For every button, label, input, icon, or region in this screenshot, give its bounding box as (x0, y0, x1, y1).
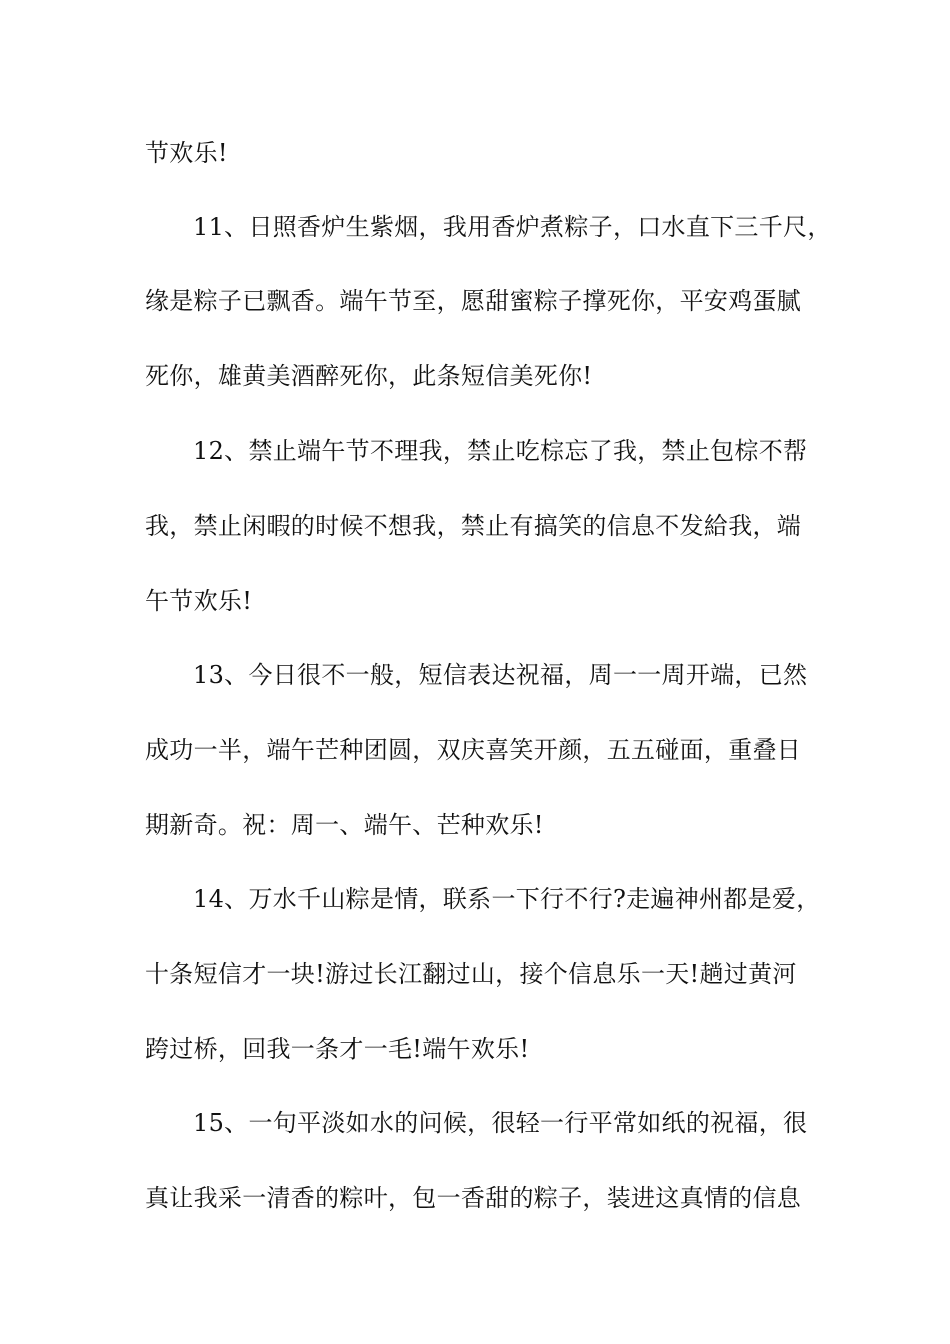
paragraph-15-line-1: 15、一句平淡如水的问候，很轻一行平常如纸的祝福，很 (193, 1109, 808, 1137)
paragraph-13-line-2: 成功一半，端午芒种团圆，双庆喜笑开颜，五五碰面，重叠日 (145, 736, 802, 764)
paragraph-14-line-1: 14、万水千山粽是情，联系一下行不行?走遍神州都是爱， (193, 885, 821, 913)
text-line-1: 节欢乐! (145, 139, 228, 167)
paragraph-13-line-3: 期新奇。祝：周一、端午、芒种欢乐! (145, 811, 544, 839)
paragraph-13-line-1: 13、今日很不一般，短信表达祝福，周一一周开端，已然 (193, 661, 808, 689)
paragraph-12-line-2: 我，禁止闲暇的时候不想我，禁止有搞笑的信息不发給我，端 (145, 512, 802, 540)
paragraph-12-line-3: 午节欢乐! (145, 587, 253, 615)
paragraph-14-line-3: 跨过桥，回我一条才一毛!端午欢乐! (145, 1035, 530, 1063)
paragraph-11-line-1: 11、日照香炉生紫烟，我用香炉煮粽子，口水直下三千尺， (193, 213, 832, 241)
paragraph-11-line-3: 死你，雄黄美酒醉死你，此条短信美死你! (145, 362, 593, 390)
paragraph-14-line-2: 十条短信才一块!游过长江翻过山，接个信息乐一天!趟过黄河 (145, 960, 797, 988)
paragraph-12-line-1: 12、禁止端午节不理我，禁止吃棕忘了我，禁止包棕不帮 (193, 437, 808, 465)
paragraph-15-line-2: 真让我采一清香的粽叶，包一香甜的粽子，装进这真情的信息 (145, 1184, 802, 1212)
paragraph-11-line-2: 缘是粽子已飘香。端午节至，愿甜蜜粽子撑死你，平安鸡蛋腻 (145, 287, 802, 315)
